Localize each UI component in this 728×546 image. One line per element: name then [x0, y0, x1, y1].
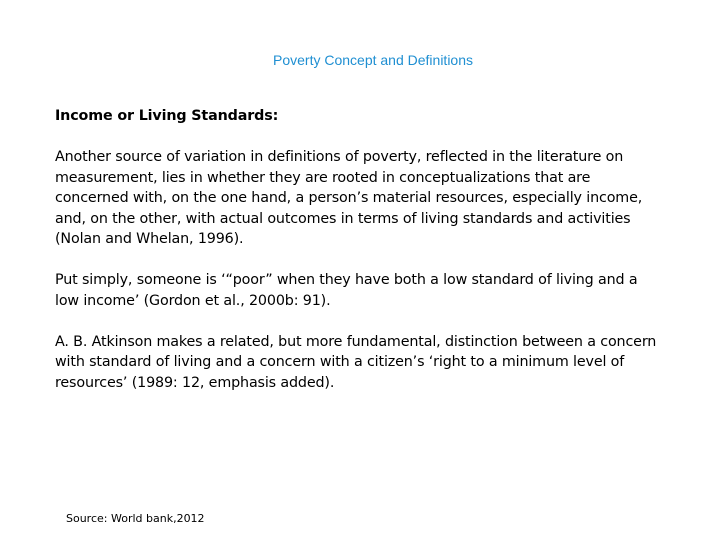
slide-title: Poverty Concept and Definitions — [273, 52, 473, 68]
paragraph-definition-variation: Another source of variation in definitions of poverty, reflected in the literature on measurement, lies in whether they are rooted in conceptualizations that are concerned with, on the one hand, a person’s material resources, especially income, and, on the other, with actual outcomes in terms of living standards and activities (Nolan and Whelan, 1996). — [55, 149, 643, 247]
source-note: Source: World bank,2012 — [66, 512, 205, 525]
section-heading: Income or Living Standards: — [55, 108, 279, 124]
paragraph-atkinson: A. B. Atkinson makes a related, but more fundamental, distinction between a concern with standard of living and a concern with a citizen’s ‘right to a minimum level of resources’ (1989: 12, emphasis added). — [55, 333, 657, 391]
paragraph-put-simply: Put simply, someone is ‘“poor” when they have both a low standard of living and a low income’ (Gordon et al., 2000b: 91). — [55, 272, 638, 309]
slide-body — [55, 106, 665, 414]
